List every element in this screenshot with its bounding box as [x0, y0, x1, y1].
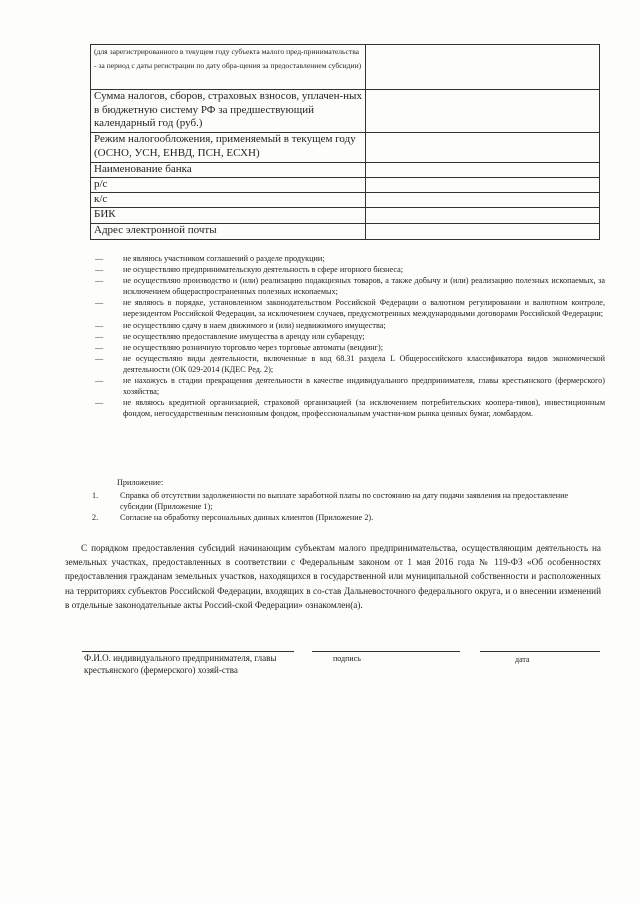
table-cell-value — [366, 45, 600, 90]
table-cell-label: БИК — [91, 208, 366, 224]
attachments-list — [92, 490, 602, 523]
list-dash: — — [95, 398, 103, 408]
table-cell-label: Сумма налогов, сборов, страховых взносов, уплачен-ных в бюджетную систему РФ за предшествующий календарный год (руб.) — [91, 90, 366, 133]
list-dash: — — [95, 331, 103, 341]
list-item — [92, 512, 602, 523]
table-cell-label: р/с — [91, 178, 366, 193]
list-item — [95, 253, 605, 264]
list-item-text: не осуществляю сдачу в наем движимого и (или) недвижимого имущества; — [123, 320, 386, 330]
attachment-text: Справка об отсутствии задолженности по выплате заработной платы по состоянию на дату подачи заявления на предоставление субсидии (Приложение 1); — [120, 491, 569, 511]
list-dash: — — [95, 376, 103, 386]
table-row — [91, 163, 600, 178]
table-row — [91, 224, 600, 240]
list-item — [95, 375, 605, 397]
list-item — [95, 275, 605, 297]
table-cell-label: Наименование банка — [91, 163, 366, 178]
table-row — [91, 45, 600, 90]
list-item — [95, 397, 605, 419]
list-item — [95, 264, 605, 275]
list-item — [95, 342, 605, 353]
list-item-text: не осуществляю предоставление имущества в аренду или субаренду; — [123, 331, 365, 341]
table-cell-value — [366, 193, 600, 208]
list-item-text: не осуществляю предпринимательскую деятельность в сфере игорного бизнеса; — [123, 265, 403, 275]
table-cell-label: к/с — [91, 193, 366, 208]
list-dash: — — [95, 353, 103, 363]
table-cell-value — [366, 178, 600, 193]
list-item — [95, 331, 605, 342]
acknowledgement-paragraph: С порядком предоставления субсидий начинающим субъектам малого предпринимательства, осуществляющим деятельность на земельных участках, предоставленных в соответствии с Федеральным законом от 1 мая 2016 года № 119-ФЗ «Об особенностях предоставления гражданам земельных участков, находящихся в государственной или муниципальной собственности и расположенных на территориях субъектов Российской Федерации, входящих в со-став Дальневосточного федерального округа, и о внесении изменений в отдельные законодательные акты Россий-ской Федерации» ознакомлен(а). — [65, 543, 601, 610]
list-dash: — — [95, 342, 103, 352]
table-cell-label: (для зарегистрированного в текущем году субъекта малого пред-принимательства - за период с даты регистрации по дату обра-щения за предоставлением субсидии) — [91, 45, 366, 90]
table-row — [91, 193, 600, 208]
declarations-list — [95, 253, 605, 419]
attachments-heading: Приложение: — [117, 478, 164, 487]
list-dash: — — [95, 276, 103, 286]
attachment-number: 2. — [92, 513, 99, 522]
table-cell-value — [366, 208, 600, 224]
table-cell-value — [366, 224, 600, 240]
list-item-text: не являюсь в порядке, установленном законодательством Российской Федерации о валютном регулировании и валютном контроле, нерезидентом Российской Федерации, за исключением случаев, предусмотренных международными договорами Российской Федерации; — [123, 298, 605, 319]
date-signature-line — [480, 651, 600, 652]
list-dash: — — [95, 265, 103, 275]
table-row — [91, 90, 600, 133]
applicant-info-table — [90, 44, 600, 240]
sign-signature-line — [312, 651, 460, 652]
list-dash: — — [95, 298, 103, 308]
list-item-text: не осуществляю виды деятельности, включенные в код 68.31 раздела L Общероссийского классификатора видов экономической деятельности (ОК 029-2014 (КДЕС Ред. 2); — [123, 353, 605, 374]
list-item — [95, 297, 605, 319]
table-cell-value — [366, 133, 600, 163]
list-dash: — — [95, 320, 103, 330]
table-row — [91, 178, 600, 193]
list-item — [95, 320, 605, 331]
list-item-text: не являюсь кредитной организацией, страховой организацией (за исключением потребительских коопера-тивов), инвестиционным фондом, негосударственным пенсионным фондом, профессиональным участни-ком рынка ценных бумаг, ломбардом. — [123, 398, 605, 419]
signature-sign-label: подпись — [333, 654, 361, 663]
attachment-text: Согласие на обработку персональных данных клиентов (Приложение 2). — [120, 513, 374, 522]
table-row — [91, 133, 600, 163]
list-item-text: не осуществляю производство и (или) реализацию подакцизных товаров, а также добычу и (или) реализацию полезных ископаемых, за исключением общераспространенных полезных ископаемых; — [123, 276, 605, 297]
list-item — [92, 490, 602, 512]
list-item-text: не нахожусь в стадии прекращения деятельности в качестве индивидуального предпринимателя, главы крестьянского (фермерского) хозяйства; — [123, 376, 605, 397]
table-cell-label: Адрес электронной почты — [91, 224, 366, 240]
list-dash: — — [95, 254, 103, 263]
table-cell-label: Режим налогообложения, применяемый в текущем году (ОСНО, УСН, ЕНВД, ПСН, ЕСХН) — [91, 133, 366, 163]
table-cell-value — [366, 90, 600, 133]
list-item-text: не осуществляю розничную торговлю через торговые автоматы (вендинг); — [123, 342, 383, 352]
signature-name-label: Ф.И.О. индивидуального предпринимателя, главы крестьянского (фермерского) хозяй-ства — [84, 653, 277, 675]
signature-date-label: дата — [515, 655, 530, 664]
table-row — [91, 208, 600, 224]
list-item-text: не являюсь участником соглашений о разделе продукции; — [123, 254, 325, 263]
table-cell-value — [366, 163, 600, 178]
list-item — [95, 353, 605, 375]
attachment-number: 1. — [92, 491, 99, 500]
